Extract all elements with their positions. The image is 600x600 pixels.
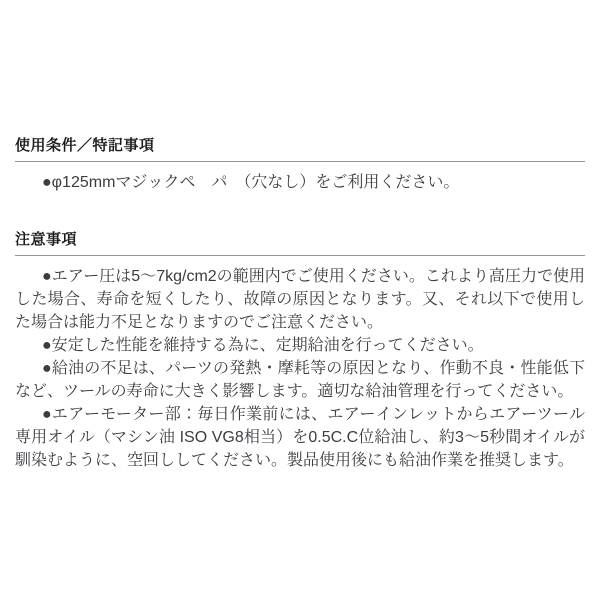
bullet-item: ●φ125mmマジックペ パ （穴なし）をご利用ください。	[42, 174, 460, 191]
precautions-title: 注意事項	[15, 231, 78, 248]
usage-conditions-list	[15, 171, 585, 194]
section-usage-conditions	[15, 136, 585, 194]
section-precautions	[15, 230, 585, 472]
bullet-item: ●エアーモーター部：毎日作業前には、エアーインレットからエアーツール専用オイル（マシン油 ISO VG8相当）を0.5C.C位給油し、約3～5秒間オイルが馴染むように、空回ししてください。製品使用後にも給油作業を推奨します。	[15, 406, 585, 469]
bullet-item: ●給油の不足は、パーツの発熱・摩耗等の原因となり、作動不良・性能低下など、ツールの寿命に大きく影響します。適切な給油管理を行ってください。	[15, 360, 585, 400]
section-divider	[15, 161, 585, 162]
bullet-item: ●エアー圧は5～7kg/cm2の範囲内でご使用ください。これより高圧力で使用した場合、寿命を短くしたり、故障の原因となります。又、それ以下で使用した場合は能力不足となりますのでご注意ください。	[15, 268, 585, 331]
usage-conditions-title: 使用条件／特記事項	[15, 137, 155, 154]
bullet-item: ●安定した性能を維持する為に、定期給油を行ってください。	[42, 337, 484, 354]
section-divider	[15, 255, 585, 256]
precautions-list	[15, 265, 585, 472]
